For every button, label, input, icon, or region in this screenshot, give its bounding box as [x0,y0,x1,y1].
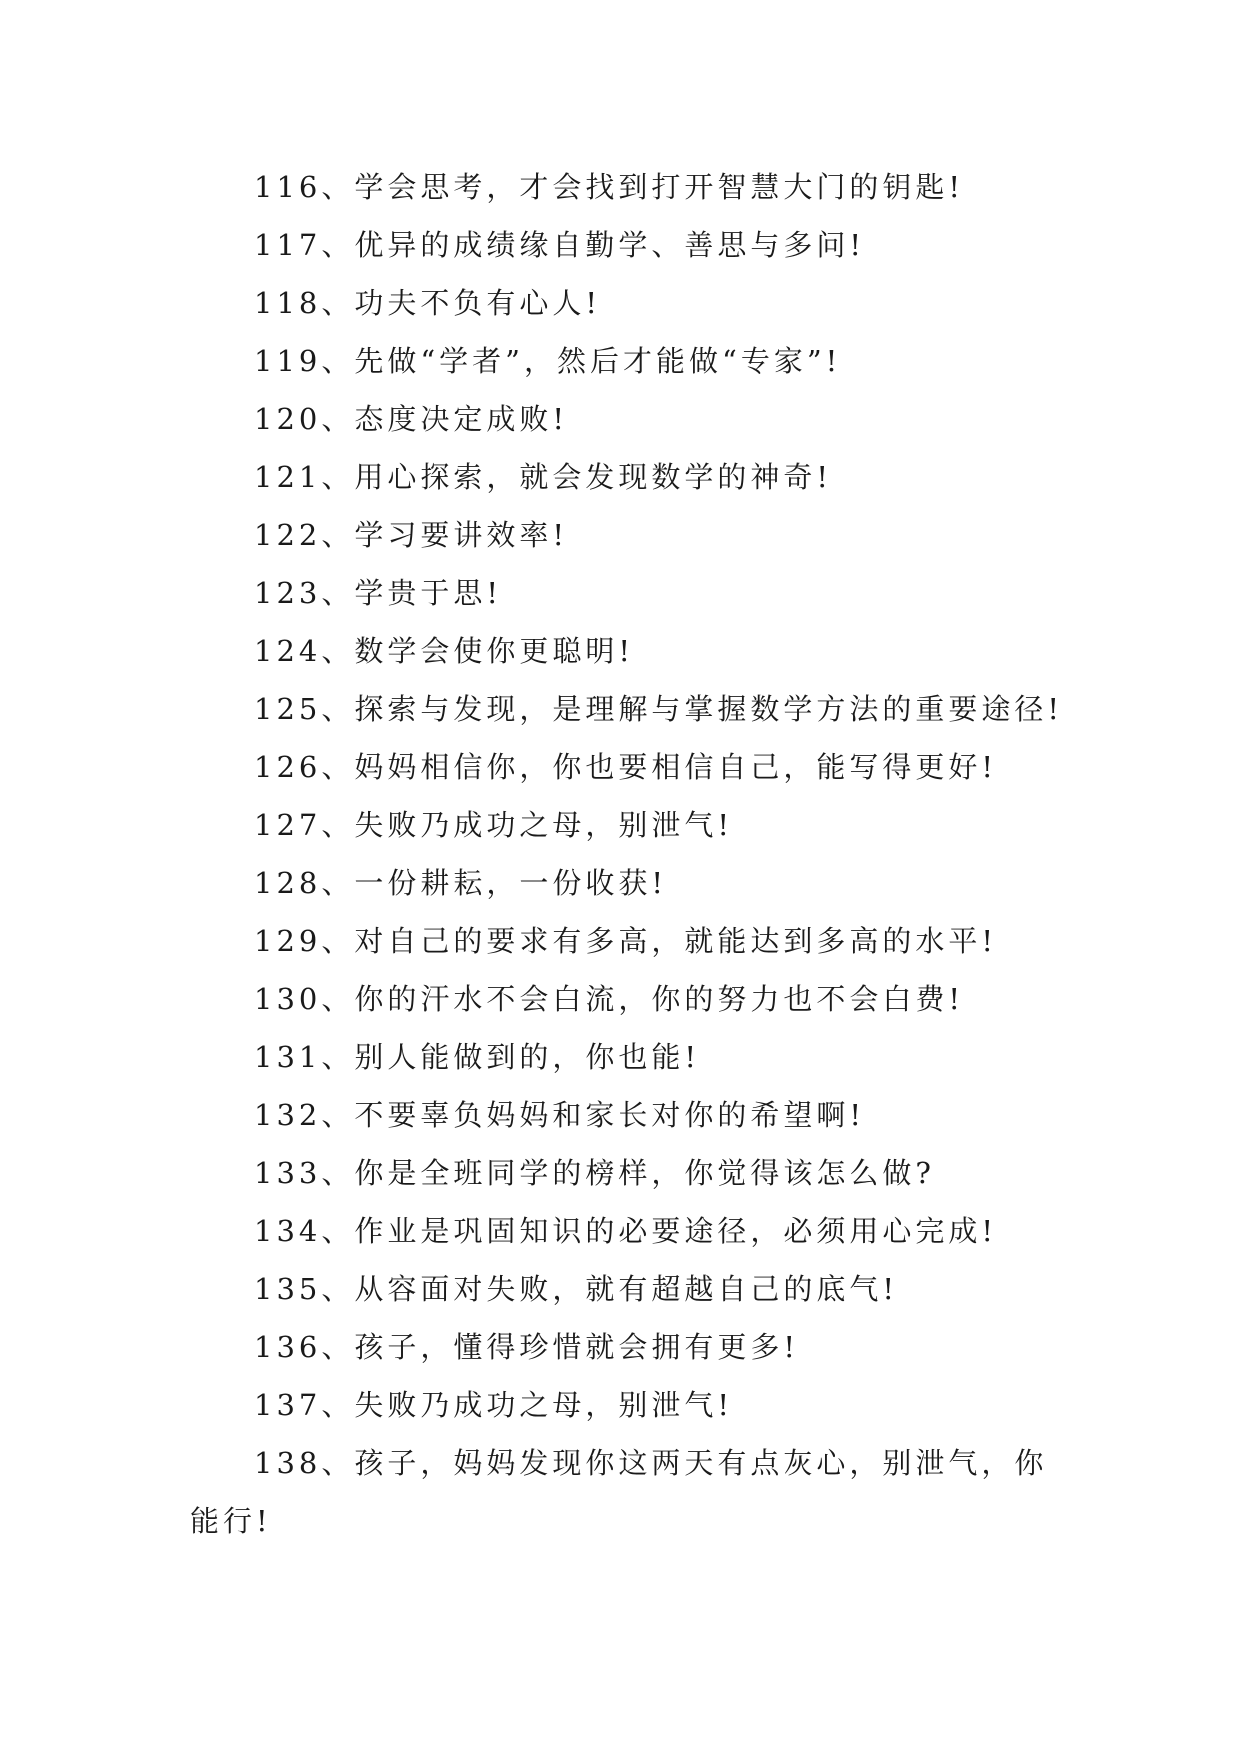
list-item: 126、妈妈相信你，你也要相信自己，能写得更好! [254,750,998,784]
list-item: 122、学习要讲效率! [254,518,569,552]
document-body [190,158,1070,1550]
list-item: 132、不要辜负妈妈和家长对你的希望啊! [254,1098,866,1132]
list-item: 116、学会思考，才会找到打开智慧大门的钥匙! [254,170,965,204]
list-item: 117、优异的成绩缘自勤学、善思与多问! [254,228,866,262]
list-item: 138、孩子，妈妈发现你这两天有点灰心，别泄气，你能行! [190,1446,1048,1538]
list-item: 133、你是全班同学的榜样，你觉得该怎么做? [254,1156,935,1190]
list-item: 119、先做“学者”，然后才能做“专家”! [254,344,842,378]
list-item: 134、作业是巩固知识的必要途径，必须用心完成! [254,1214,998,1248]
list-item: 121、用心探索，就会发现数学的神奇! [254,460,833,494]
list-item: 137、失败乃成功之母，别泄气! [254,1388,734,1422]
list-item: 129、对自己的要求有多高，就能达到多高的水平! [254,924,998,958]
list-item: 136、孩子，懂得珍惜就会拥有更多! [254,1330,800,1364]
list-item: 125、探索与发现，是理解与掌握数学方法的重要途径! [254,692,1064,726]
list-item: 130、你的汗水不会白流，你的努力也不会白费! [254,982,965,1016]
list-item: 124、数学会使你更聪明! [254,634,635,668]
list-item: 118、功夫不负有心人! [254,286,602,320]
list-item: 131、别人能做到的，你也能! [254,1040,701,1074]
list-item: 127、失败乃成功之母，别泄气! [254,808,734,842]
list-item: 135、从容面对失败，就有超越自己的底气! [254,1272,899,1306]
list-item: 120、态度决定成败! [254,402,569,436]
list-item: 123、学贵于思! [254,576,503,610]
list-item: 128、一份耕耘，一份收获! [254,866,668,900]
